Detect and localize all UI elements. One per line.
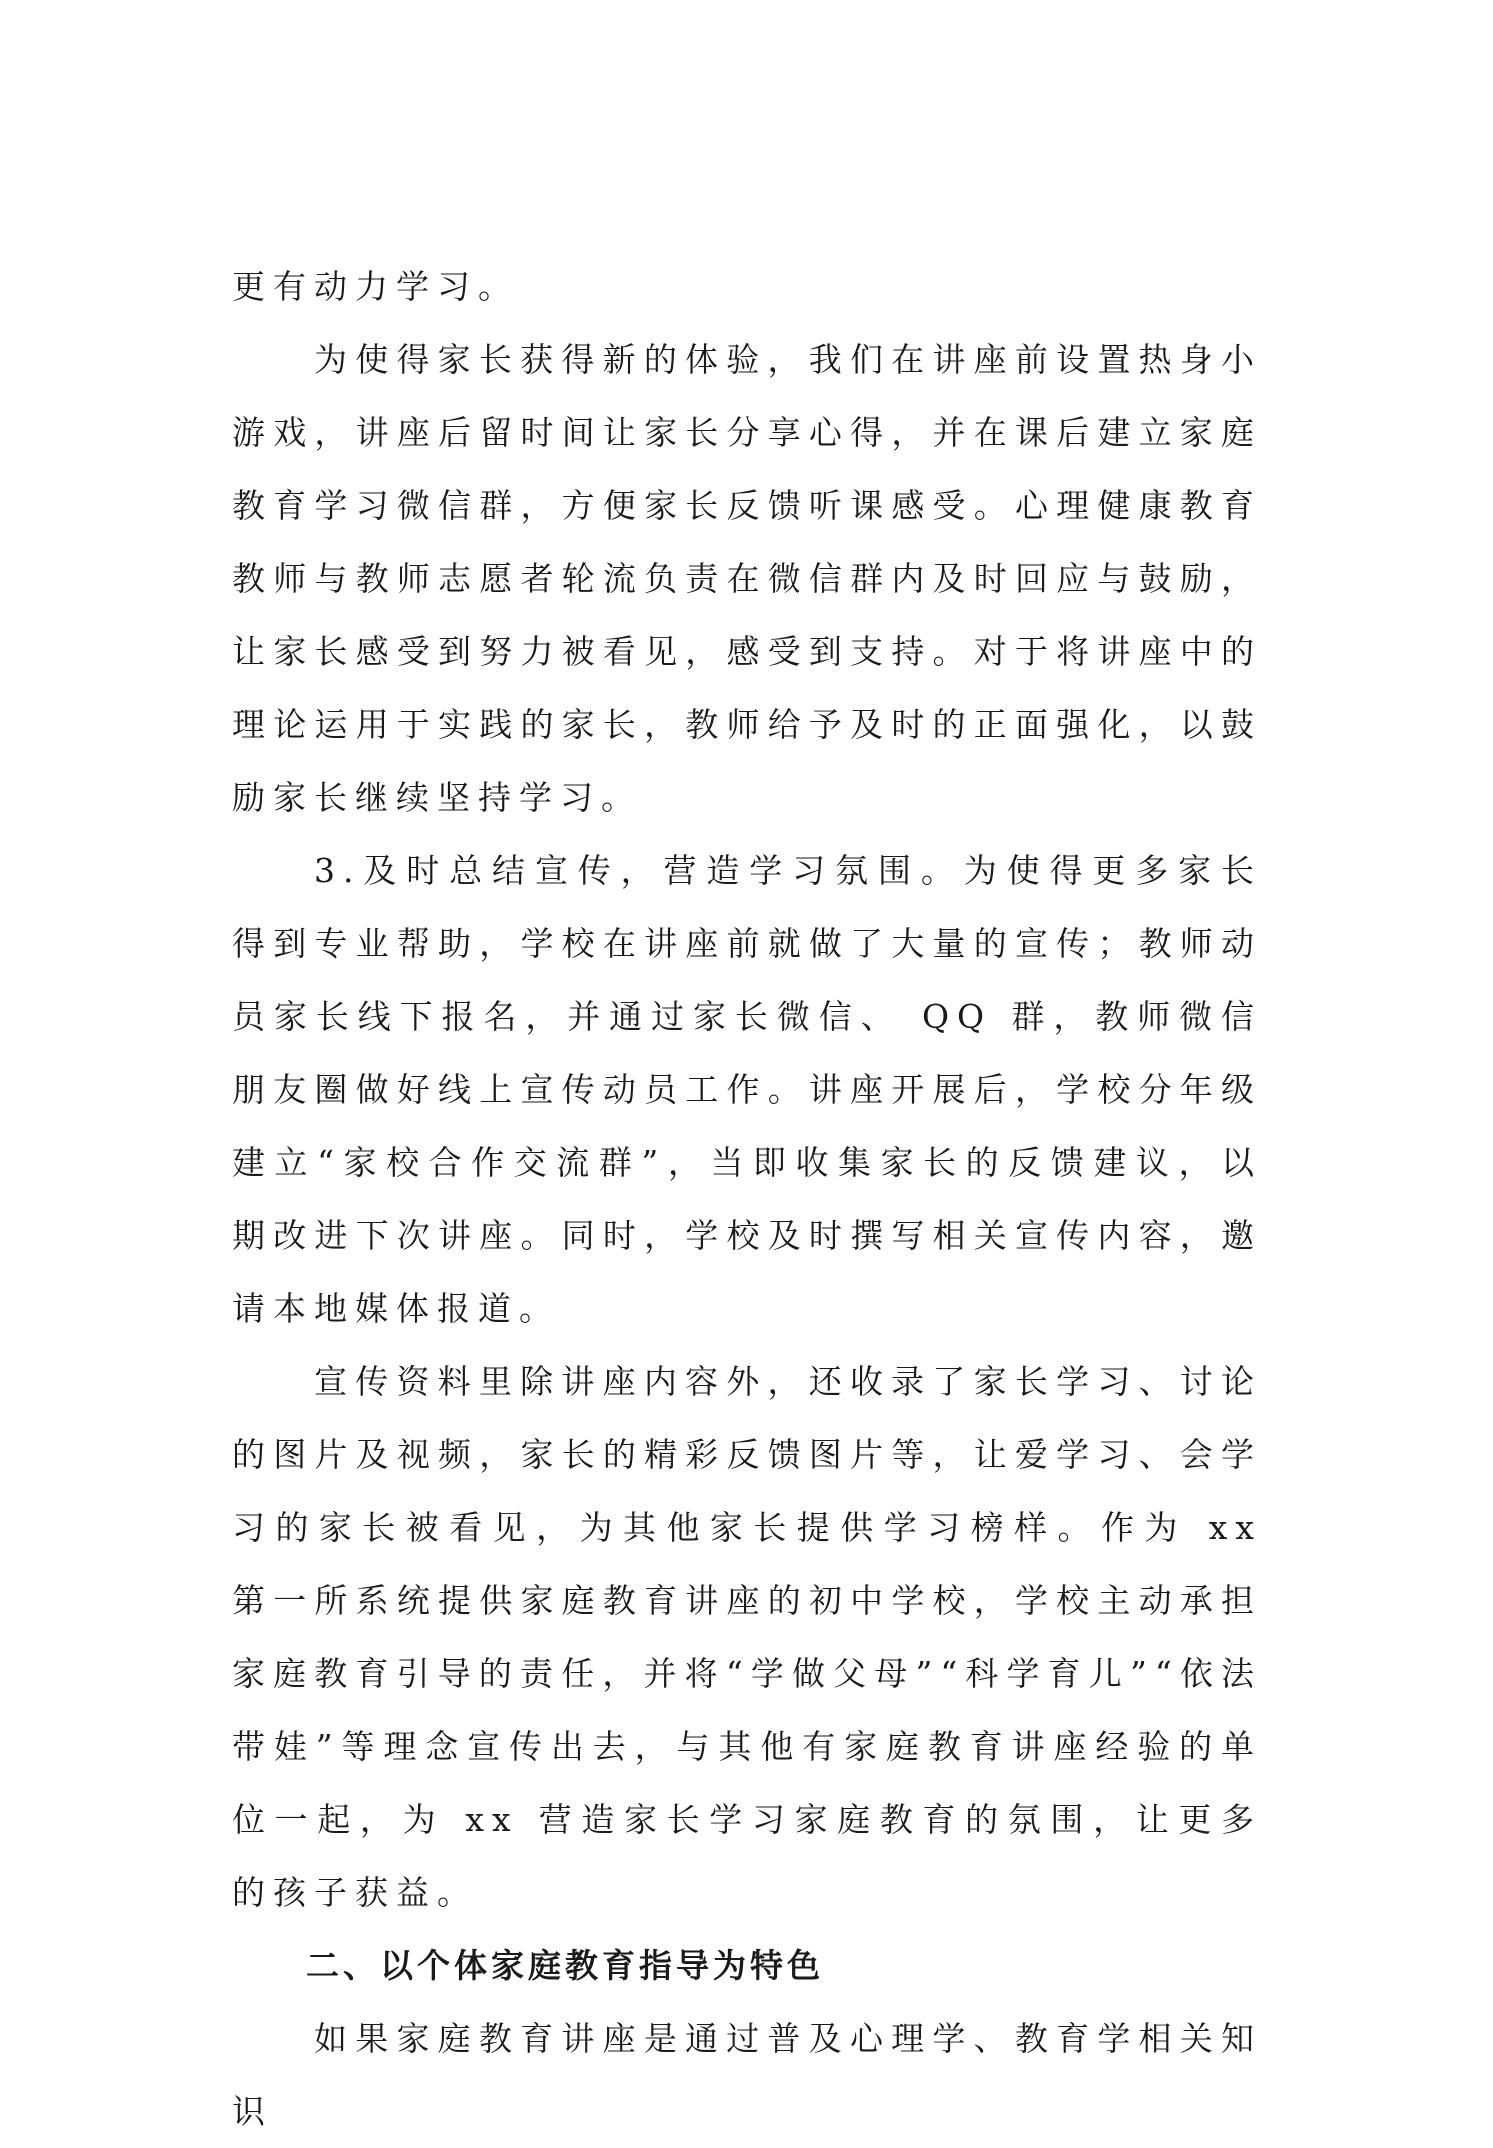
paragraph-parent-experience: 为使得家长获得新的体验，我们在讲座前设置热身小游戏，讲座后留时间让家长分享心得，并在课后建立家庭教育学习微信群，方便家长反馈听课感受。心理健康教育教师与教师志愿者轮流负责在微信群内及时回应与鼓励，让家长感受到努力被看见，感受到支持。对于将讲座中的理论运用于实践的家长，教师给予及时的正面强化，以鼓励家长继续坚持学习。 [232, 340, 1262, 817]
section-heading: 二、以个体家庭教育指导为特色 [306, 1946, 824, 1985]
body-text [232, 250, 1262, 2148]
paragraph-publicity: 3.及时总结宣传，营造学习氛围。为使得更多家长得到专业帮助，学校在讲座前就做了大量的宣传；教师动员家长线下报名，并通过家长微信、 QQ 群，教师微信朋友圈做好线上宣传动员工作。讲座开展后，学校分年级建立“家校合作交流群”，当即收集家长的反馈建议，以期改进下次讲座。同时，学校及时撰写相关宣传内容，邀请本地媒体报道。 [232, 851, 1262, 1328]
paragraph-promotion-materials: 宣传资料里除讲座内容外，还收录了家长学习、讨论的图片及视频，家长的精彩反馈图片等，让爱学习、会学习的家长被看见，为其他家长提供学习榜样。作为 xx 第一所系统提供家庭教育讲座的初中学校，学校主动承担家庭教育引导的责任，并将“学做父母”“科学育儿”“依法带娃”等理念宣传出去，与其他有家庭教育讲座经验的单位一起，为 xx 营造家长学习家庭教育的氛围，让更多的孩子获益。 [232, 1362, 1262, 1912]
paragraph-continuation: 更有动力学习。 [232, 267, 519, 306]
paragraph-lecture-intro: 如果家庭教育讲座是通过普及心理学、教育学相关知识 [232, 2019, 1262, 2131]
